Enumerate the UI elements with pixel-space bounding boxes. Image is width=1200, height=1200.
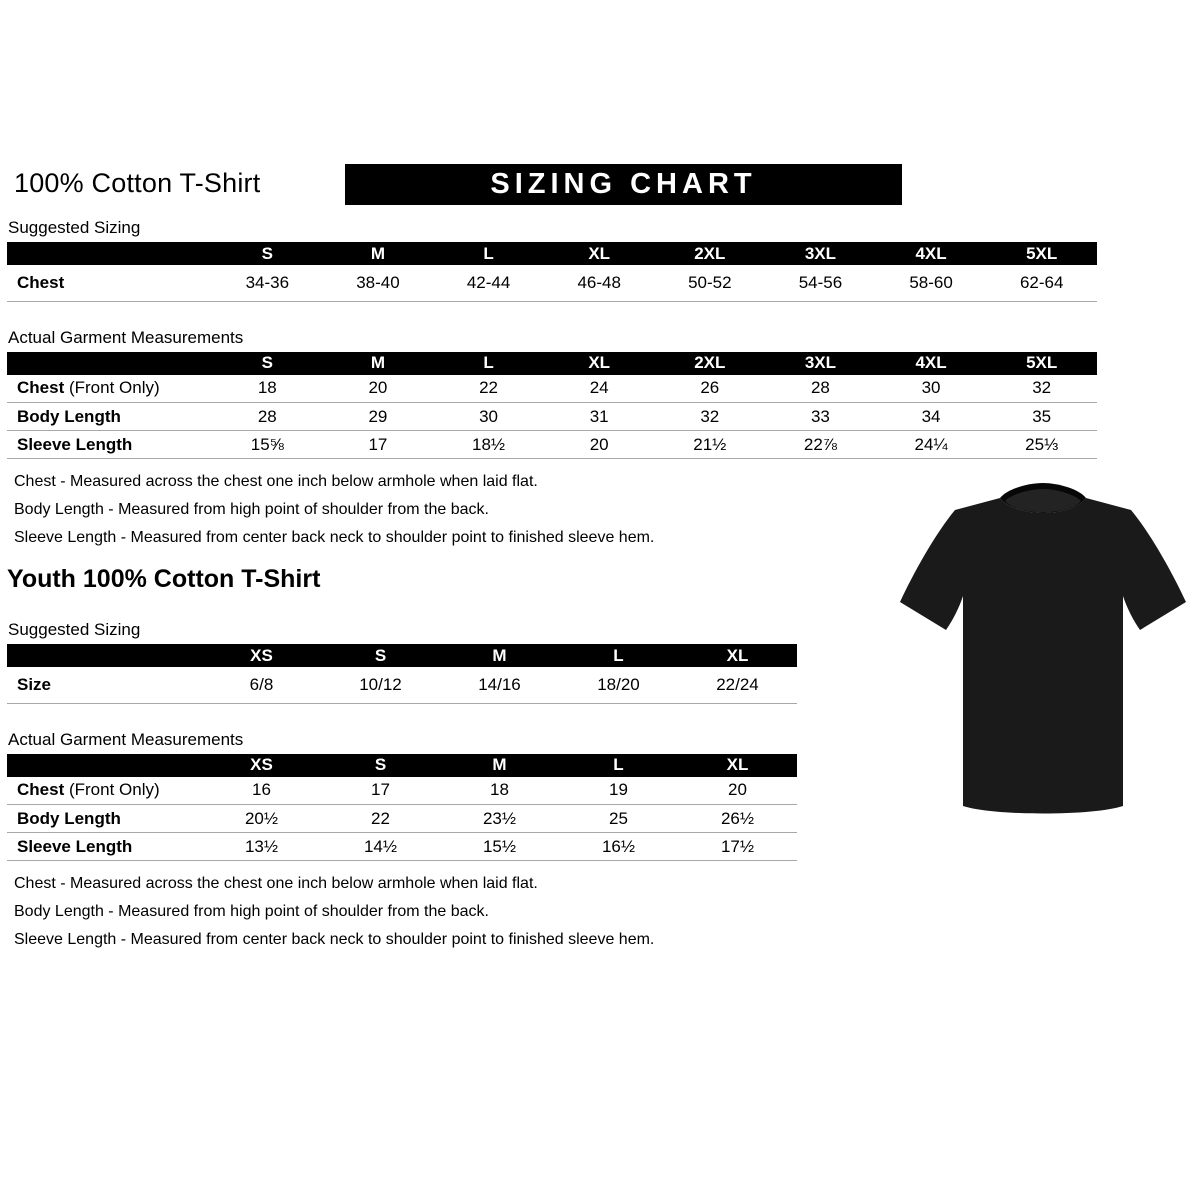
size-cell: 58-60 xyxy=(876,265,987,301)
size-header-blank xyxy=(7,242,212,265)
size-header: L xyxy=(559,644,678,667)
table-row xyxy=(7,431,1097,459)
size-cell: 10/12 xyxy=(321,667,440,703)
row-label-text: Sleeve Length xyxy=(17,434,133,454)
row-label xyxy=(7,805,202,833)
measurement-cell: 22 xyxy=(433,375,544,403)
size-header: XS xyxy=(202,754,321,777)
size-header: L xyxy=(433,242,544,265)
table-row xyxy=(7,667,797,703)
row-label: Size xyxy=(7,667,202,703)
size-header: XS xyxy=(202,644,321,667)
table-header-row xyxy=(7,242,1097,265)
measurement-cell: 22 xyxy=(321,805,440,833)
size-header-blank xyxy=(7,754,202,777)
measurement-cell: 26½ xyxy=(678,805,797,833)
youth-suggested-sizing-label: Suggested Sizing xyxy=(8,620,141,639)
size-header: 2XL xyxy=(655,352,766,375)
size-header: S xyxy=(321,754,440,777)
size-header: XL xyxy=(544,242,655,265)
size-header: 3XL xyxy=(765,242,876,265)
size-header: 5XL xyxy=(986,352,1097,375)
measurement-cell: 20 xyxy=(678,777,797,805)
measurement-cell: 17 xyxy=(323,431,434,459)
measurement-cell: 30 xyxy=(433,403,544,431)
note-sleeve-length: Sleeve Length - Measured from center back neck to shoulder point to finished sleeve hem. xyxy=(14,529,655,546)
measurement-cell: 25⅓ xyxy=(986,431,1097,459)
row-label xyxy=(7,403,212,431)
row-label xyxy=(7,431,212,459)
note-body-length: Body Length - Measured from high point of shoulder from the back. xyxy=(14,903,489,920)
size-header: 5XL xyxy=(986,242,1097,265)
measurement-cell: 28 xyxy=(212,403,323,431)
measurement-cell: 14½ xyxy=(321,833,440,861)
size-header: 4XL xyxy=(876,242,987,265)
measurement-cell: 25 xyxy=(559,805,678,833)
size-header: S xyxy=(212,242,323,265)
size-header: 3XL xyxy=(765,352,876,375)
measurement-cell: 21½ xyxy=(655,431,766,459)
tshirt-image xyxy=(893,470,1193,838)
row-label-text: Chest xyxy=(17,378,65,398)
table-header-row xyxy=(7,754,797,777)
size-cell: 54-56 xyxy=(765,265,876,301)
youth-measurement-notes xyxy=(14,875,1200,949)
measurement-cell: 24 xyxy=(544,375,655,403)
size-header: XL xyxy=(678,644,797,667)
row-label xyxy=(7,833,202,861)
note-sleeve-length: Sleeve Length - Measured from center back neck to shoulder point to finished sleeve hem. xyxy=(14,931,655,948)
size-header: M xyxy=(440,644,559,667)
table-row xyxy=(7,403,1097,431)
measurement-cell: 15⅝ xyxy=(212,431,323,459)
measurement-cell: 22⅞ xyxy=(765,431,876,459)
adult-suggested-sizing-label: Suggested Sizing xyxy=(8,218,141,237)
header-row xyxy=(0,162,1200,210)
size-cell: 22/24 xyxy=(678,667,797,703)
size-cell: 14/16 xyxy=(440,667,559,703)
tshirt-graphic xyxy=(893,470,1193,838)
size-header: XL xyxy=(678,754,797,777)
table-header-row xyxy=(7,352,1097,375)
measurement-cell: 17½ xyxy=(678,833,797,861)
measurement-cell: 24¼ xyxy=(876,431,987,459)
row-label-note: (Front Only) xyxy=(68,780,160,800)
measurement-cell: 23½ xyxy=(440,805,559,833)
size-cell: 6/8 xyxy=(202,667,321,703)
row-label: Chest xyxy=(7,265,212,301)
measurement-cell: 29 xyxy=(323,403,434,431)
row-label-text: Body Length xyxy=(17,406,121,426)
measurement-cell: 18½ xyxy=(433,431,544,459)
table-header-row xyxy=(7,644,797,667)
size-header-blank xyxy=(7,352,212,375)
row-label-text: Chest xyxy=(17,780,65,800)
row-label xyxy=(7,777,202,805)
size-header: M xyxy=(323,352,434,375)
size-cell: 50-52 xyxy=(655,265,766,301)
row-label-note: (Front Only) xyxy=(68,378,160,398)
sizing-chart-banner: SIZING CHART xyxy=(345,164,902,205)
measurement-cell: 35 xyxy=(986,403,1097,431)
size-header: 4XL xyxy=(876,352,987,375)
size-cell: 42-44 xyxy=(433,265,544,301)
measurement-cell: 26 xyxy=(655,375,766,403)
measurement-cell: 17 xyxy=(321,777,440,805)
measurement-cell: 34 xyxy=(876,403,987,431)
size-header: M xyxy=(440,754,559,777)
measurement-cell: 16 xyxy=(202,777,321,805)
measurement-cell: 31 xyxy=(544,403,655,431)
size-header: XL xyxy=(544,352,655,375)
measurement-cell: 28 xyxy=(765,375,876,403)
size-header: 2XL xyxy=(655,242,766,265)
size-header: L xyxy=(559,754,678,777)
measurement-cell: 33 xyxy=(765,403,876,431)
youth-measurements-table xyxy=(7,754,797,862)
adult-suggested-sizing-table xyxy=(7,242,1097,302)
measurement-cell: 18 xyxy=(440,777,559,805)
measurement-cell: 32 xyxy=(655,403,766,431)
table-row xyxy=(7,805,797,833)
measurement-cell: 30 xyxy=(876,375,987,403)
row-label-text: Body Length xyxy=(17,808,121,828)
measurement-cell: 32 xyxy=(986,375,1097,403)
size-cell: 18/20 xyxy=(559,667,678,703)
size-cell: 62-64 xyxy=(986,265,1097,301)
row-label-text: Sleeve Length xyxy=(17,836,133,856)
table-row xyxy=(7,265,1097,301)
measurement-cell: 20 xyxy=(323,375,434,403)
youth-section-title: Youth 100% Cotton T-Shirt xyxy=(7,565,321,593)
note-chest: Chest - Measured across the chest one inch below armhole when laid flat. xyxy=(14,473,538,490)
youth-suggested-sizing-table xyxy=(7,644,797,704)
size-header: S xyxy=(321,644,440,667)
measurement-cell: 13½ xyxy=(202,833,321,861)
note-chest: Chest - Measured across the chest one inch below armhole when laid flat. xyxy=(14,875,538,892)
table-row xyxy=(7,833,797,861)
measurement-cell: 20 xyxy=(544,431,655,459)
measurement-cell: 19 xyxy=(559,777,678,805)
adult-measurements-label: Actual Garment Measurements xyxy=(8,327,244,347)
measurement-cell: 16½ xyxy=(559,833,678,861)
page-title: 100% Cotton T-Shirt xyxy=(14,168,261,198)
adult-measurements-table xyxy=(7,352,1097,460)
row-label xyxy=(7,375,212,403)
measurement-cell: 20½ xyxy=(202,805,321,833)
measurement-cell: 15½ xyxy=(440,833,559,861)
size-cell: 34-36 xyxy=(212,265,323,301)
size-header: S xyxy=(212,352,323,375)
measurement-cell: 18 xyxy=(212,375,323,403)
size-header: M xyxy=(323,242,434,265)
size-cell: 46-48 xyxy=(544,265,655,301)
size-cell: 38-40 xyxy=(323,265,434,301)
size-header: L xyxy=(433,352,544,375)
note-body-length: Body Length - Measured from high point of shoulder from the back. xyxy=(14,501,489,518)
table-row xyxy=(7,375,1097,403)
table-row xyxy=(7,777,797,805)
youth-measurements-label: Actual Garment Measurements xyxy=(8,729,244,749)
size-header-blank xyxy=(7,644,202,667)
